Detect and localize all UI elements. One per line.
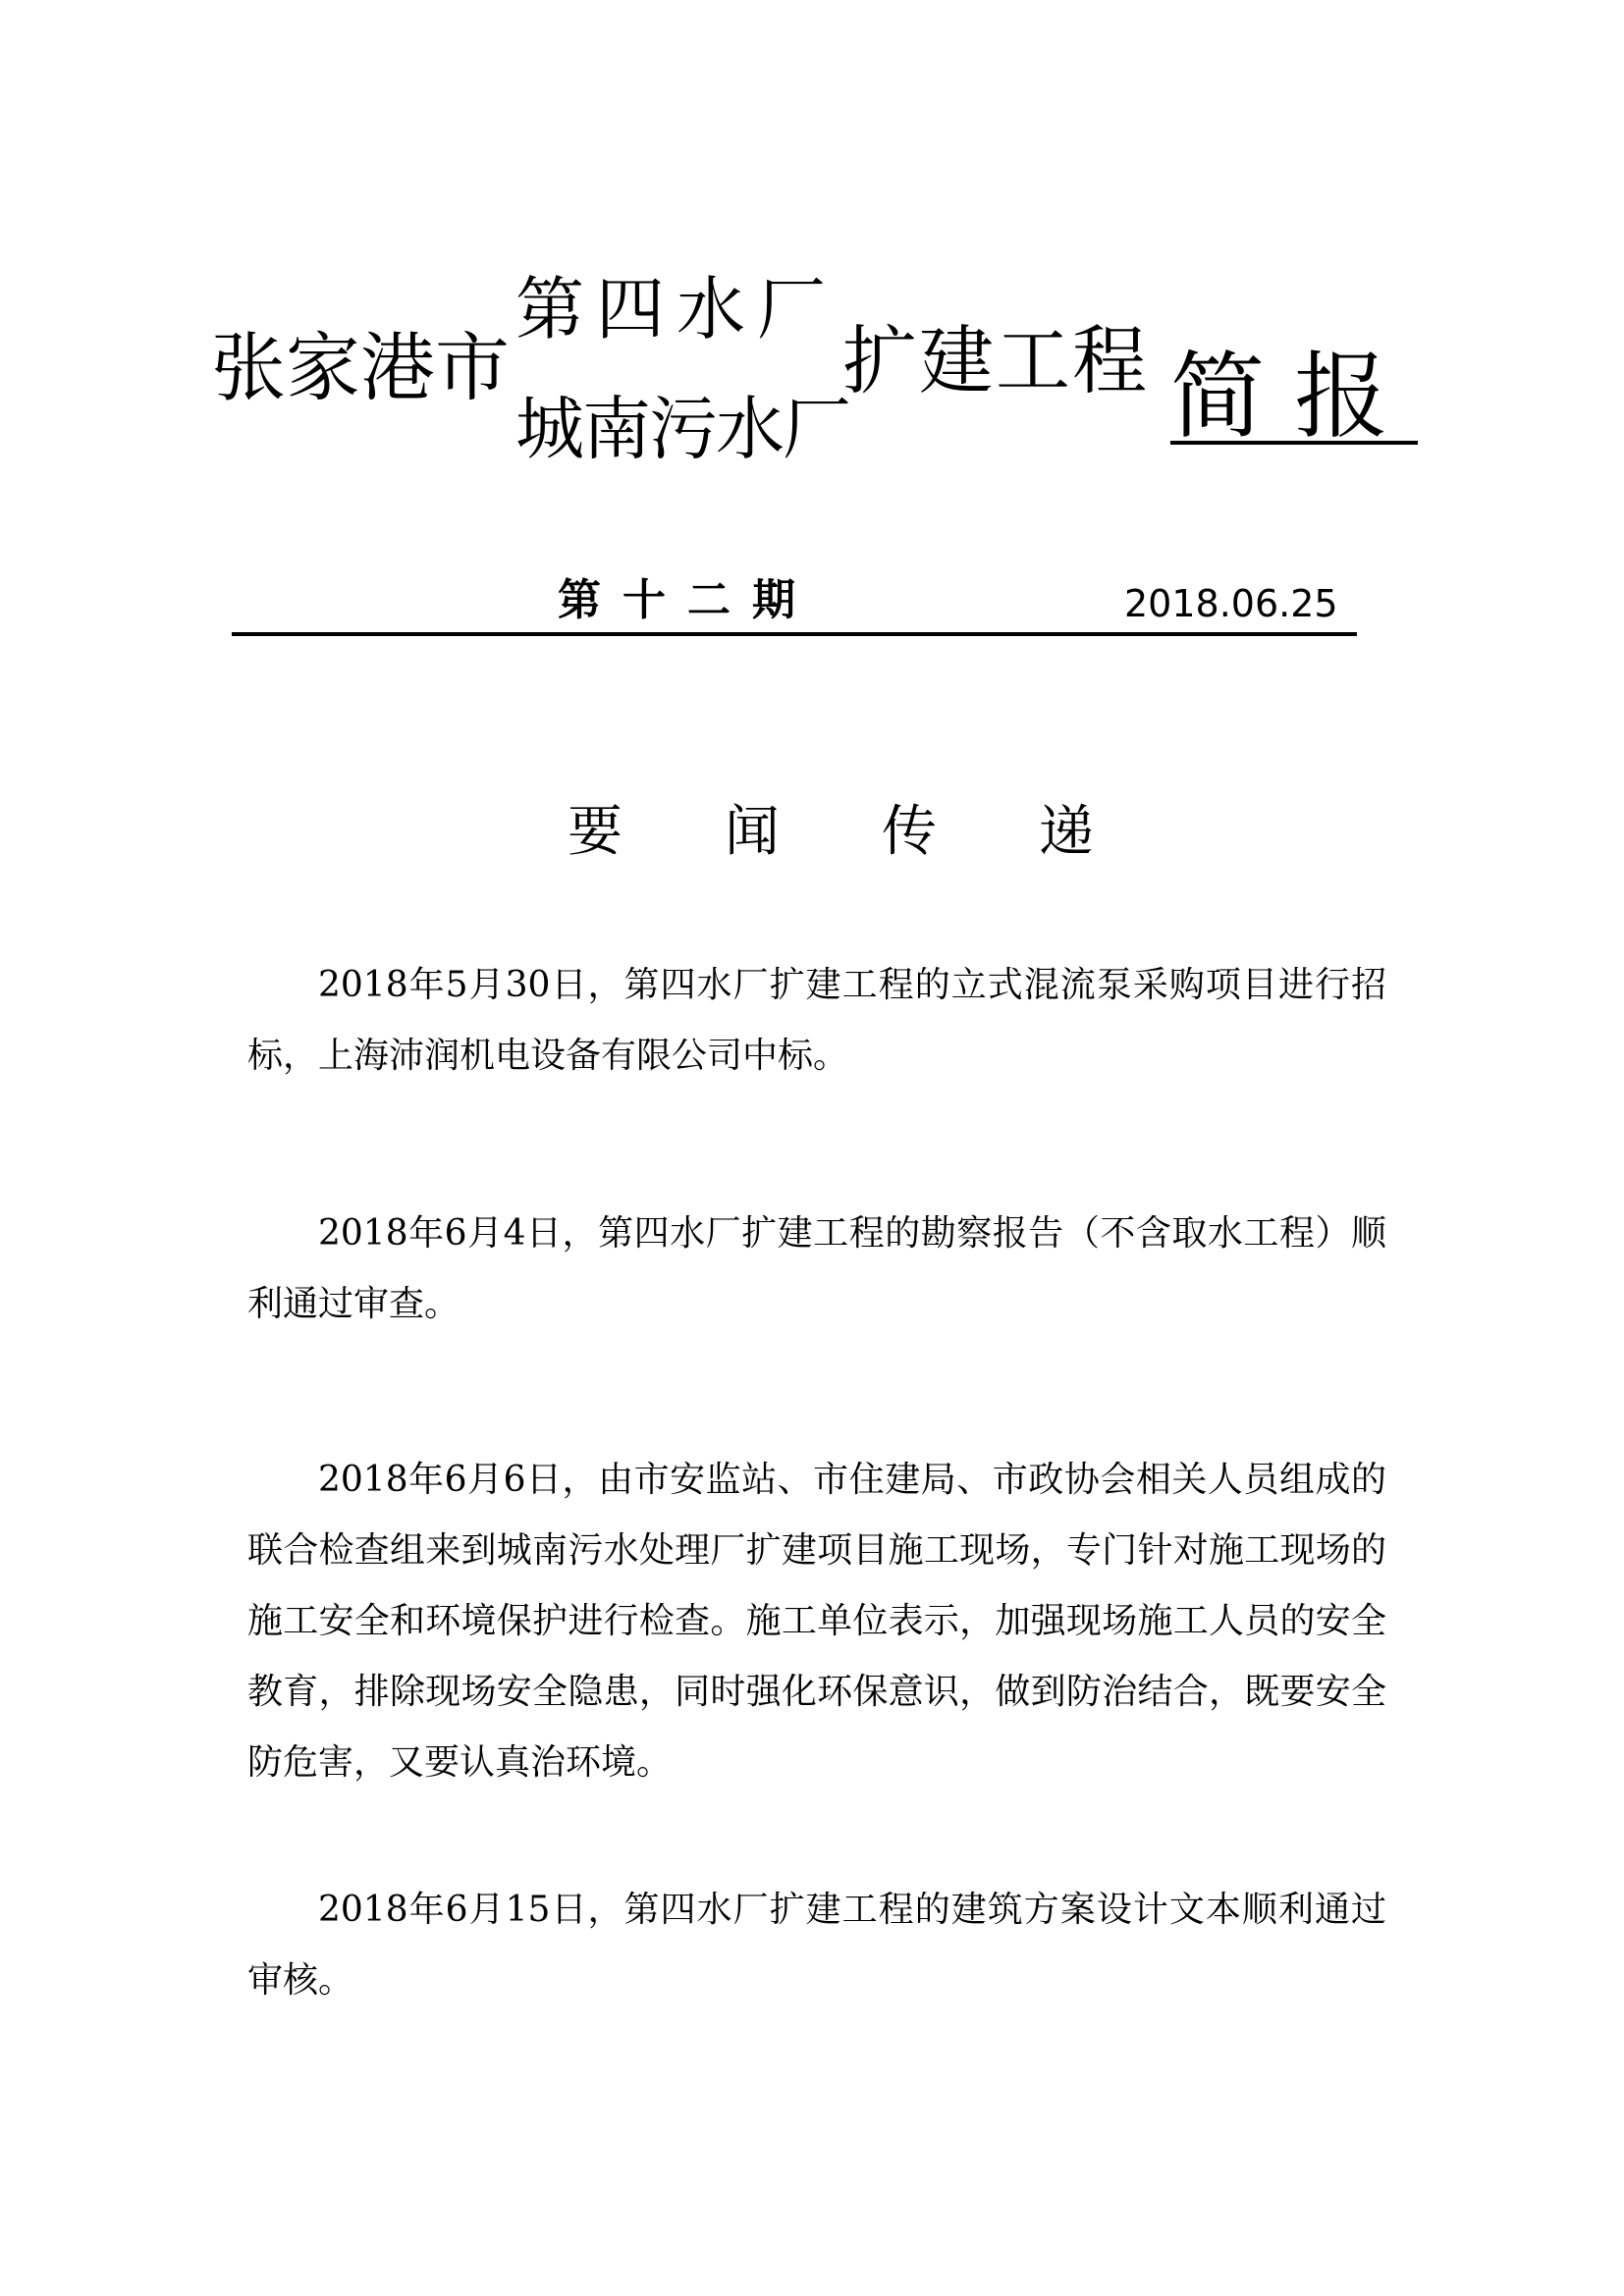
- issue-date: 2018.06.25: [1124, 582, 1338, 625]
- news-item: 2018年6月4日，第四水厂扩建工程的勘察报告（不含取水工程）顺利通过审查。: [247, 1213, 1386, 1324]
- masthead-city: 张家港市: [211, 324, 510, 411]
- news-item: 2018年5月30日，第四水厂扩建工程的立式混流泵采购项目进行招标，上海沛润机电设备有限公司中标。: [247, 965, 1386, 1076]
- news-item: 2018年6月6日，由市安监站、市住建局、市政协会相关人员组成的联合检查组来到城南污水处理厂扩建项目施工现场，专门针对施工现场的施工安全和环境保护进行检查。施工单位表示，加强现场施工人员的安全教育，排除现场安全隐患，同时强化环保意识，做到防治结合，既要安全防危害，又要认真治环境。: [247, 1460, 1386, 1783]
- issue-number: 第十二期: [558, 575, 817, 625]
- masthead-brief-title: 简报: [1170, 342, 1418, 452]
- news-item: 2018年6月15日，第四水厂扩建工程的建筑方案设计文本顺利通过审核。: [247, 1890, 1386, 2001]
- header-divider: [232, 632, 1357, 636]
- masthead-plant-a: 第四水厂: [515, 269, 838, 349]
- section-title: 要闻传递: [568, 800, 1196, 864]
- masthead-plant-b: 城南污水厂: [515, 389, 849, 469]
- masthead-project: 扩建工程: [842, 317, 1149, 404]
